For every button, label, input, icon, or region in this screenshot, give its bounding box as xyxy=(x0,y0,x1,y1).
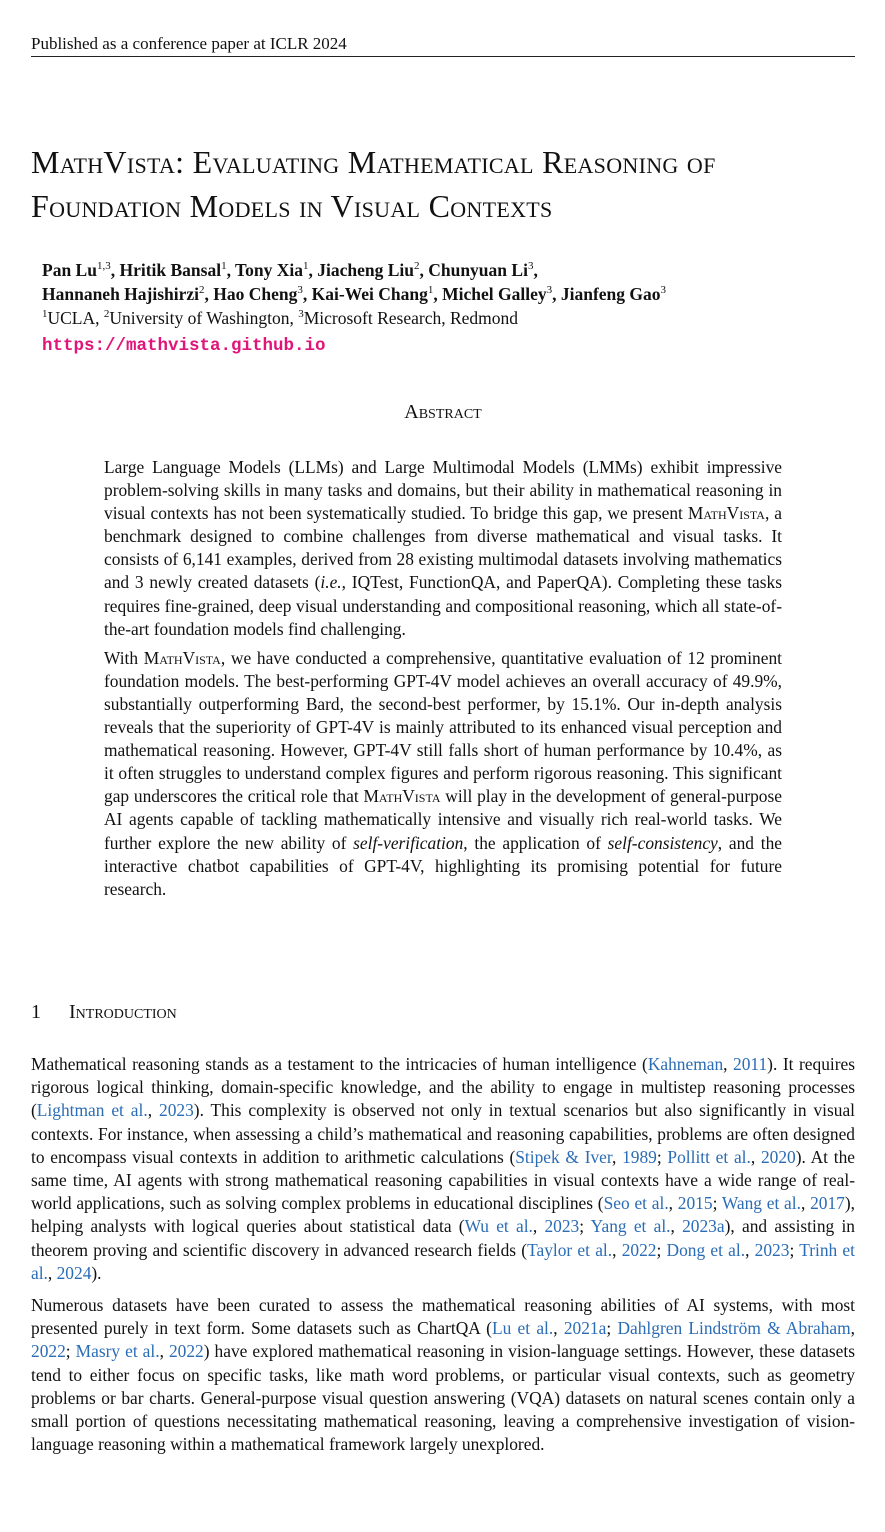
citation-link[interactable]: 2021a xyxy=(563,1318,607,1339)
affiliations: $^1$UCLA, $^2$University of Washington, $^3$Microsoft Research, Redmond xyxy=(42,308,519,328)
author-name: Hao Cheng xyxy=(213,284,298,304)
benchmark-name: MathVista xyxy=(143,647,221,668)
citation-link[interactable]: Pollitt et al. xyxy=(667,1146,751,1167)
abstract-paragraph: With MathVista, we have conducted a comprehensive, quantitative evaluation of 12 prominent foundation models. The best-performing GPT-4V model achieves an overall accuracy of 49.9%, substantially outperforming Bard, the second-best performer, by 15.1%. Our in-depth analysis reveals that the superiority of GPT-4V is mainly attributed to its enhanced visual perception and mathematical reasoning. However, GPT-4V still falls short of human performance by 10.4%, as it often struggles to understand complex figures and perform rigorous reasoning. This significant gap underscores the critical role that MathVista will play in the development of general-purpose AI agents capable of tackling mathematically intensive and visually rich real-world tasks. We further explore the new ability of self-verification, the application of self-consistency, and the interactive chatbot capabilities of GPT-4V, highlighting its promising potential for future research. xyxy=(104,647,782,899)
citation-link[interactable]: 2017 xyxy=(810,1193,845,1214)
citation-link[interactable]: Dong et al. xyxy=(666,1239,746,1260)
abstract-heading: Abstract xyxy=(404,401,482,423)
author-affiliation-mark: 3 xyxy=(297,284,303,297)
author-affiliation-mark: 1 xyxy=(302,260,309,273)
citation-link[interactable]: 2011 xyxy=(733,1054,768,1074)
affiliation-name: University of Washington xyxy=(109,308,290,328)
affiliation-mark: 3 xyxy=(298,308,304,321)
citation-link[interactable]: 2015 xyxy=(677,1193,713,1214)
author-block xyxy=(42,258,852,330)
introduction-body xyxy=(31,1053,855,1465)
citation-link[interactable]: 2023a xyxy=(682,1216,725,1237)
citation-link[interactable]: Taylor et al. xyxy=(527,1239,613,1260)
citation-link[interactable]: Trinh et al. xyxy=(31,1239,855,1283)
affiliation-mark: 1 xyxy=(42,308,48,321)
project-url-link[interactable]: https://mathvista.github.io xyxy=(42,336,326,356)
citation-link[interactable]: Kahneman xyxy=(647,1054,724,1074)
citation-link[interactable]: 2020 xyxy=(760,1146,796,1167)
citation-link[interactable]: Stipek & Iver xyxy=(515,1146,612,1167)
benchmark-name: MathVista xyxy=(363,786,441,807)
citation-link[interactable]: Seo et al. xyxy=(603,1193,669,1214)
affiliation-name: Microsoft Research, Redmond xyxy=(303,308,519,328)
intro-paragraph: Mathematical reasoning stands as a testament to the intricacies of human intelligence (Kahneman, 2011). It requires rigorous logical thinking, domain-specific knowledge, and the ability to engage in multistep reasoning processes (Lightman et al., 2023). This complexity is observed not only in textual scenarios but also significantly in visual contexts. For instance, when assessing a child’s mathematical and reasoning capabilities, problems are often designed to encompass visual contexts in addition to arithmetic calculations (Stipek & Iver, 1989; Pollitt et al., 2020). At the same time, AI agents with strong mathematical reasoning capabilities in visual contexts have a wide range of real-world applications, such as solving complex problems in educational disciplines (Seo et al., 2015; Wang et al., 2017), helping analysts with logical queries about statistical data (Wu et al., 2023; Yang et al., 2023a), and assisting in theorem proving and scientific discovery in advanced research fields (Taylor et al., 2022; Dong et al., 2023; Trinh et al., 2024). xyxy=(31,1054,855,1283)
emphasis-text: self-consistency xyxy=(607,832,718,853)
emphasis-text: self-verification xyxy=(353,832,464,853)
affiliation-name: UCLA xyxy=(47,308,96,328)
section-heading xyxy=(31,998,177,1026)
author-name: Kai-Wei Chang xyxy=(311,284,428,304)
citation-link[interactable]: 2022 xyxy=(31,1341,66,1362)
author-name: Jianfeng Gao xyxy=(560,284,661,304)
citation-link[interactable]: 2023 xyxy=(754,1239,790,1260)
author-affiliation-mark: 3 xyxy=(546,284,553,297)
author-name: Michel Galley xyxy=(442,284,547,304)
benchmark-name: MathVista xyxy=(687,503,765,524)
paper-title: MathVista: Evaluating Mathematical Reasoning of Foundation Models in Visual Contexts xyxy=(31,144,716,224)
author-name: Pan Lu xyxy=(42,260,97,280)
citation-link[interactable]: 1989 xyxy=(622,1146,657,1167)
emphasis-text: i.e. xyxy=(320,572,342,593)
author-affiliation-mark: 1,3 xyxy=(96,260,111,273)
abstract xyxy=(104,456,782,907)
citation-link[interactable]: 2022 xyxy=(621,1239,657,1260)
author-affiliation-mark: 1 xyxy=(427,284,434,297)
citation-link[interactable]: 2023 xyxy=(159,1100,194,1121)
section-title: Introduction xyxy=(69,1001,177,1023)
citation-link[interactable]: Wang et al. xyxy=(721,1193,801,1214)
citation-link[interactable]: 2022 xyxy=(168,1341,204,1362)
running-header: Published as a conference paper at ICLR 2024 xyxy=(31,34,855,57)
author-name: Jiacheng Liu xyxy=(317,260,414,280)
citation-link[interactable]: Wu et al. xyxy=(464,1216,533,1237)
citation-link[interactable]: Lightman et al. xyxy=(36,1100,148,1121)
intro-paragraph: Numerous datasets have been curated to assess the mathematical reasoning abilities of AI systems, with most presented purely in text form. Some datasets such as ChartQA (Lu et al., 2021a; Dahlgren Lindström & Abraham, 2022; Masry et al., 2022) have explored mathematical reasoning in vision-language settings. However, these datasets tend to either focus on specific tasks, like math word problems, or particular visual contexts, such as geometry problems or bar charts. General-purpose visual question answering (VQA) datasets on natural scenes contain only a small portion of questions necessitating mathematical reasoning, leaving a comprehensive investigation of vision-language reasoning within a mathematical framework largely unexplored. xyxy=(31,1295,856,1455)
author-name: Hannaneh Hajishirzi xyxy=(42,284,200,304)
citation-link[interactable]: Dahlgren Lindström & Abraham xyxy=(617,1318,851,1339)
citation-link[interactable]: Yang et al. xyxy=(590,1216,671,1237)
citation-link[interactable]: Masry et al. xyxy=(75,1341,160,1362)
citation-link[interactable]: Lu et al. xyxy=(491,1318,554,1339)
author-name: Hritik Bansal xyxy=(119,260,222,280)
abstract-paragraph: Large Language Models (LLMs) and Large Multimodal Models (LMMs) exhibit impressive problem-solving skills in many tasks and domains, but their ability in mathematical reasoning in visual contexts has not been systematically studied. To bridge this gap, we present MathVista, a benchmark designed to combine challenges from diverse mathematical and visual tasks. It consists of 6,141 examples, derived from 28 existing multimodal datasets involving mathematics and 3 newly created datasets (i.e., IQTest, FunctionQA, and PaperQA). Completing these tasks requires fine-grained, deep visual understanding and compositional reasoning, which all state-of-the-art foundation models find challenging. xyxy=(104,457,782,639)
section-number: 1 xyxy=(31,1001,41,1023)
citation-link[interactable]: 2024 xyxy=(56,1262,92,1283)
author-list: Pan Lu$^{1,3}$, Hritik Bansal$^1$, Tony Xia$^1$, Jiacheng Liu$^2$, Chunyuan Li$^3$, Hannaneh Hajishirzi$^2$, Hao Cheng$^3$, Kai-Wei Chang$^1$, Michel Galley$^3$, Jianfeng Gao$^3$ xyxy=(42,260,667,304)
author-name: Tony Xia xyxy=(235,260,303,280)
author-affiliation-mark: 3 xyxy=(660,284,667,297)
author-affiliation-mark: 1 xyxy=(221,260,227,273)
author-name: Chunyuan Li xyxy=(428,260,528,280)
affiliation-mark: 2 xyxy=(103,308,110,321)
citation-link[interactable]: 2023 xyxy=(544,1216,580,1237)
author-affiliation-mark: 2 xyxy=(199,284,205,297)
author-affiliation-mark: 2 xyxy=(413,260,420,273)
author-affiliation-mark: 3 xyxy=(527,260,534,273)
